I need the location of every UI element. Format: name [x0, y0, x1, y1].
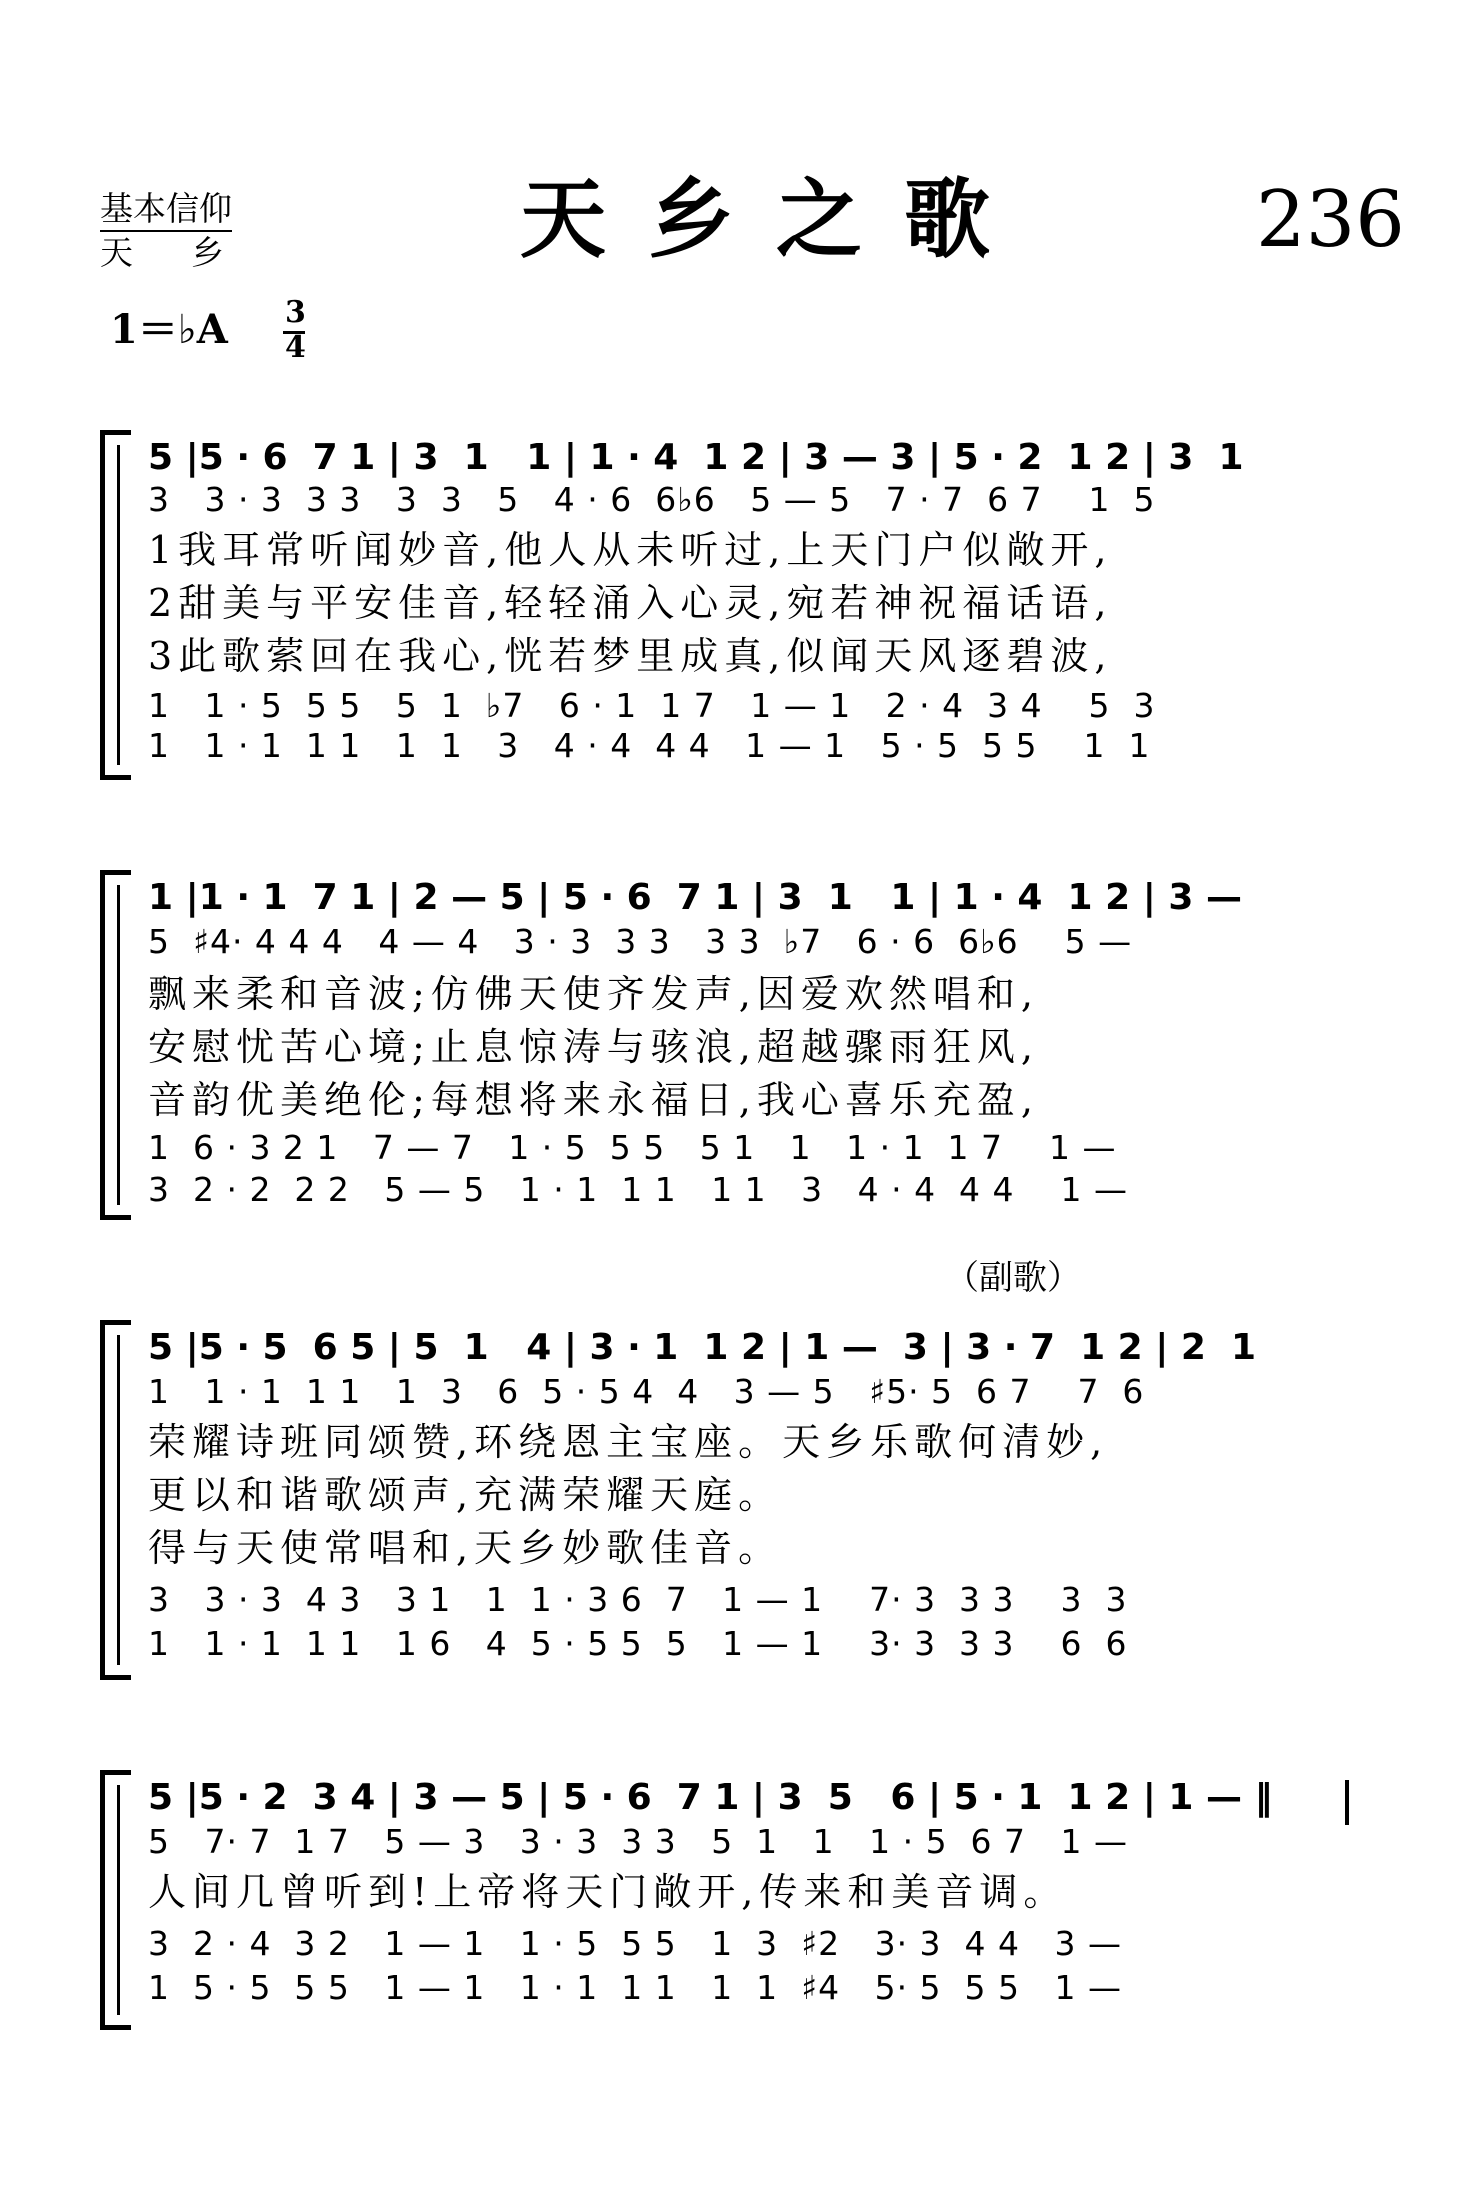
lyric-verse-1: 飘来柔和音波;仿佛天使齐发声,因爱欢然唱和, — [148, 972, 1039, 1016]
tenor-line: 1 6 · 3 2 1 7 — 7 1 · 5 5 5 5 1 1 1 · 1 1 7 1 — — [148, 1128, 1117, 1167]
hymn-title: 天乡之歌 — [520, 169, 1032, 270]
bass-line: 1 5 · 5 5 5 1 — 1 1 · 1 1 1 1 1 ♯4 5· 5 5 5 1 — — [148, 1968, 1122, 2007]
lyric-verse-1: 1我耳常听闻妙音,他人从未听过,上天门户似敞开, — [148, 528, 1113, 572]
lyric-verse-3: 音韵优美绝伦;每想将来永福日,我心喜乐充盈, — [148, 1078, 1039, 1122]
lyric-verse-2: 安慰忧苦心境;止息惊涛与骇浪,超越骤雨狂风, — [148, 1025, 1039, 1069]
lyric-verse-2: 更以和谐歌颂声,充满荣耀天庭。 — [148, 1473, 783, 1517]
lyric-verse-1: 荣耀诗班同颂赞,环绕恩主宝座。天乡乐歌何清妙, — [148, 1420, 1109, 1464]
system-1 — [0, 420, 1477, 780]
subcategory-label: 天乡 — [100, 233, 282, 272]
system-3 — [0, 1310, 1477, 1680]
system-brace — [100, 1770, 131, 2030]
melody-line: 5 |5 · 5 6 5 | 5 1 4 | 3 · 1 1 2 | 1 — 3 | 3 · 7 1 2 | 2 1 — [148, 1327, 1257, 1368]
system-brace — [100, 430, 131, 780]
lyric-verse-2: 2甜美与平安佳音,轻轻涌入心灵,宛若神祝福话语, — [148, 581, 1113, 625]
system-brace — [100, 870, 131, 1220]
time-signature-top: 3 — [285, 295, 306, 330]
alto-line: 5 ♯4· 4 4 4 4 — 4 3 · 3 3 3 3 3 ♭7 6 · 6 6♭6 5 — — [148, 922, 1133, 961]
lyric-verse-1: 人间几曾听到!上帝将天门敞开,传来和美音调。 — [148, 1870, 1068, 1914]
bass-line: 1 1 · 1 1 1 1 1 3 4 · 4 4 4 1 — 1 5 · 5 5 5 1 1 — [148, 726, 1151, 765]
bass-line: 3 2 · 2 2 2 5 — 5 1 · 1 1 1 1 1 3 4 · 4 4 4 1 — — [148, 1170, 1128, 1209]
alto-line: 5 7· 7 1 7 5 — 3 3 · 3 3 3 5 1 1 1 · 5 6 7 1 — — [148, 1822, 1128, 1861]
final-barline — [1345, 1780, 1349, 1825]
alto-line: 3 3 · 3 3 3 3 3 5 4 · 6 6♭6 5 — 5 7 · 7 6 7 1 5 — [148, 480, 1156, 519]
bass-line: 1 1 · 1 1 1 1 6 4 5 · 5 5 5 1 — 1 3· 3 3 3 6 6 — [148, 1624, 1128, 1663]
melody-line: 5 |5 · 6 7 1 | 3 1 1 | 1 · 4 1 2 | 3 — 3 | 5 · 2 1 2 | 3 1 — [148, 437, 1244, 478]
hymn-number: 236 — [1256, 175, 1405, 265]
system-2 — [0, 860, 1477, 1220]
tenor-line: 3 2 · 4 3 2 1 — 1 1 · 5 5 5 1 3 ♯2 3· 3 4 4 3 — — [148, 1924, 1122, 1963]
tenor-line: 3 3 · 3 4 3 3 1 1 1 · 3 6 7 1 — 1 7· 3 3 3 3 3 — [148, 1580, 1128, 1619]
alto-line: 1 1 · 1 1 1 1 3 6 5 · 5 4 4 3 — 5 ♯5· 5 6 7 7 6 — [148, 1372, 1145, 1411]
system-4 — [0, 1760, 1477, 2030]
refrain-label: （副歌） — [945, 1258, 1081, 1298]
tenor-line: 1 1 · 5 5 5 5 1 ♭7 6 · 1 1 7 1 — 1 2 · 4 3 4 5 3 — [148, 686, 1156, 725]
system-brace — [100, 1320, 131, 1680]
lyric-verse-3: 得与天使常唱和,天乡妙歌佳音。 — [148, 1526, 783, 1570]
key-signature: 1＝♭A — [110, 306, 228, 353]
time-signature-bottom: 4 — [285, 330, 306, 365]
melody-line: 1 |1 · 1 7 1 | 2 — 5 | 5 · 6 7 1 | 3 1 1 | 1 · 4 1 2 | 3 — — [148, 877, 1242, 918]
category-label: 基本信仰 — [100, 190, 232, 232]
lyric-verse-3: 3此歌萦回在我心,恍若梦里成真,似闻天风逐碧波, — [148, 634, 1113, 678]
melody-line: 5 |5 · 2 3 4 | 3 — 5 | 5 · 6 7 1 | 3 5 6 | 5 · 1 1 2 | 1 — ‖ — [148, 1777, 1273, 1818]
